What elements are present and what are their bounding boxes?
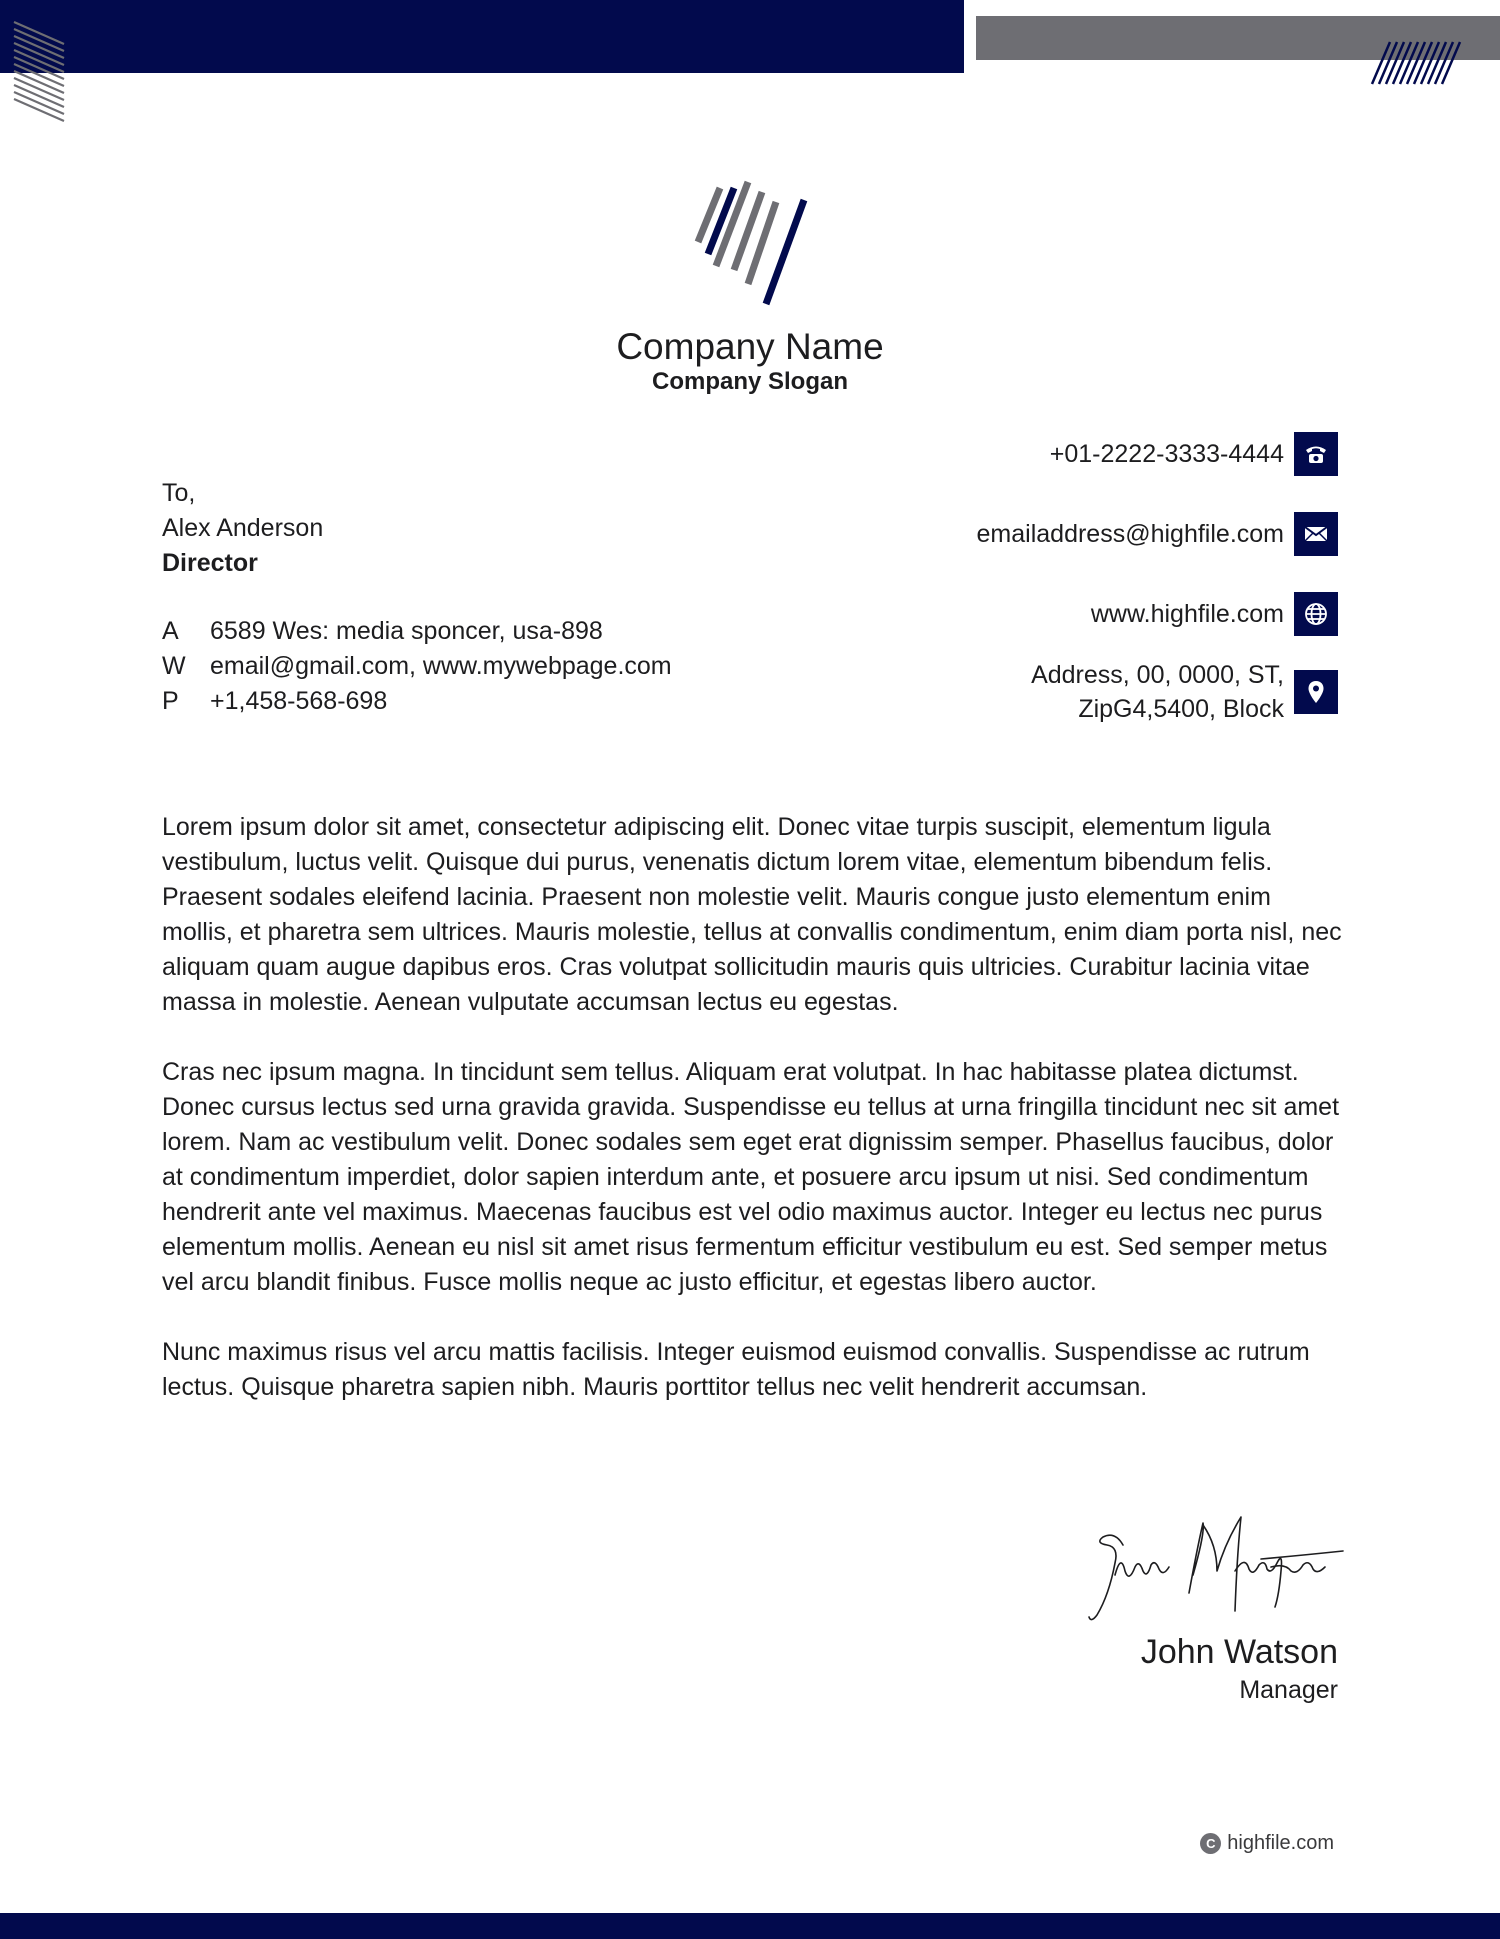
recipient-details	[162, 614, 672, 719]
signer-role: Manager	[1239, 1676, 1338, 1704]
footer-credit	[1200, 1832, 1334, 1855]
address-label: A	[162, 617, 179, 645]
contact-website	[1091, 592, 1338, 636]
letter-body	[162, 810, 1342, 1440]
contact-address	[1031, 658, 1338, 726]
recipient-role: Director	[162, 549, 258, 577]
body-paragraph: Cras nec ipsum magna. In tincidunt sem tellus. Aliquam erat volutpat. In hac habitasse platea dictumst. Donec cursus lectus sed urna gravida gravida. Suspendisse eu tellus at urna fringilla tincidunt nec sit amet lorem. Nam ac vestibulum velit. Donec sodales sem eget erat dignissim semper. Phasellus faucibus, dolor at condimentum imperdiet, dolor sapien interdum ante, et posuere arcu ipsum ut nisi. Sed condimentum hendrerit ante vel maximus. Maecenas faucibus est vel odio maximus auctor. Integer eu lectus nec purus elementum mollis. Aenean eu nisl sit amet risus fermentum efficitur vestibulum eu est. Sed semper metus vel arcu blandit finibus. Fusce mollis neque ac justo efficitur, et egestas libero auctor.	[162, 1058, 1340, 1296]
recipient-block	[162, 476, 323, 581]
company-logo	[690, 178, 820, 308]
phone-icon	[1294, 432, 1338, 476]
contact-website-text: www.highfile.com	[1090, 600, 1284, 628]
contact-phone	[1050, 432, 1338, 476]
footer-navy-bar	[0, 1913, 1500, 1939]
web-value: email@gmail.com, www.mywebpage.com	[210, 652, 672, 680]
address-line-1: Address, 00, 0000, ST,	[1031, 661, 1284, 689]
recipient-phone-row	[162, 684, 672, 719]
corner-stripes-left	[12, 18, 72, 123]
handwritten-signature	[1085, 1515, 1345, 1630]
credit-text: highfile.com	[1227, 1832, 1334, 1854]
contact-email-text: emailaddress@highfile.com	[976, 520, 1284, 548]
web-label: W	[162, 652, 186, 680]
contact-phone-text: +01-2222-3333-4444	[1049, 440, 1284, 468]
contact-email	[977, 512, 1338, 556]
body-paragraph: Lorem ipsum dolor sit amet, consectetur adipiscing elit. Donec vitae turpis suscipit, elementum ligula vestibulum, luctus velit. Quisque dui purus, venenatis dictum lorem vitae, elementum bibendum felis. Praesent sodales eleifend lacinia. Praesent non molestie velit. Mauris congue justo elementum enim mollis, et pharetra sem ultrices. Mauris molestie, tellus at convallis condimentum, enim diam porta nisl, nec aliquam quam augue dapibus eros. Cras volutpat sollicitudin mauris quis ultricies. Curabitur lacinia vitae massa in molestie. Aenean vulputate accumsan lectus eu egestas.	[162, 813, 1342, 1016]
header-navy-bar	[0, 0, 964, 73]
salutation: To,	[162, 479, 196, 507]
address-value: 6589 Wes: media sponcer, usa-898	[210, 617, 603, 645]
contact-address-text	[1031, 658, 1284, 726]
location-pin-icon	[1294, 670, 1338, 714]
body-paragraph: Nunc maximus risus vel arcu mattis facilisis. Integer euismod euismod convallis. Suspendisse ac rutrum lectus. Quisque pharetra sapien nibh. Mauris porttitor tellus nec velit hendrerit accumsan.	[162, 1338, 1310, 1401]
address-line-2: ZipG4,5400, Block	[1078, 695, 1284, 723]
recipient-web-row	[162, 649, 672, 684]
company-slogan: Company Slogan	[651, 368, 849, 395]
corner-stripes-right	[1368, 40, 1468, 86]
recipient-name: Alex Anderson	[162, 514, 324, 542]
globe-icon	[1294, 592, 1338, 636]
mail-icon	[1294, 512, 1338, 556]
signer-name: John Watson	[1140, 1633, 1338, 1671]
recipient-address-row	[162, 614, 672, 649]
copyright-icon: C	[1200, 1833, 1221, 1854]
phone-label: P	[162, 687, 179, 715]
company-name: Company Name	[616, 326, 884, 367]
phone-value: +1,458-568-698	[210, 687, 388, 715]
